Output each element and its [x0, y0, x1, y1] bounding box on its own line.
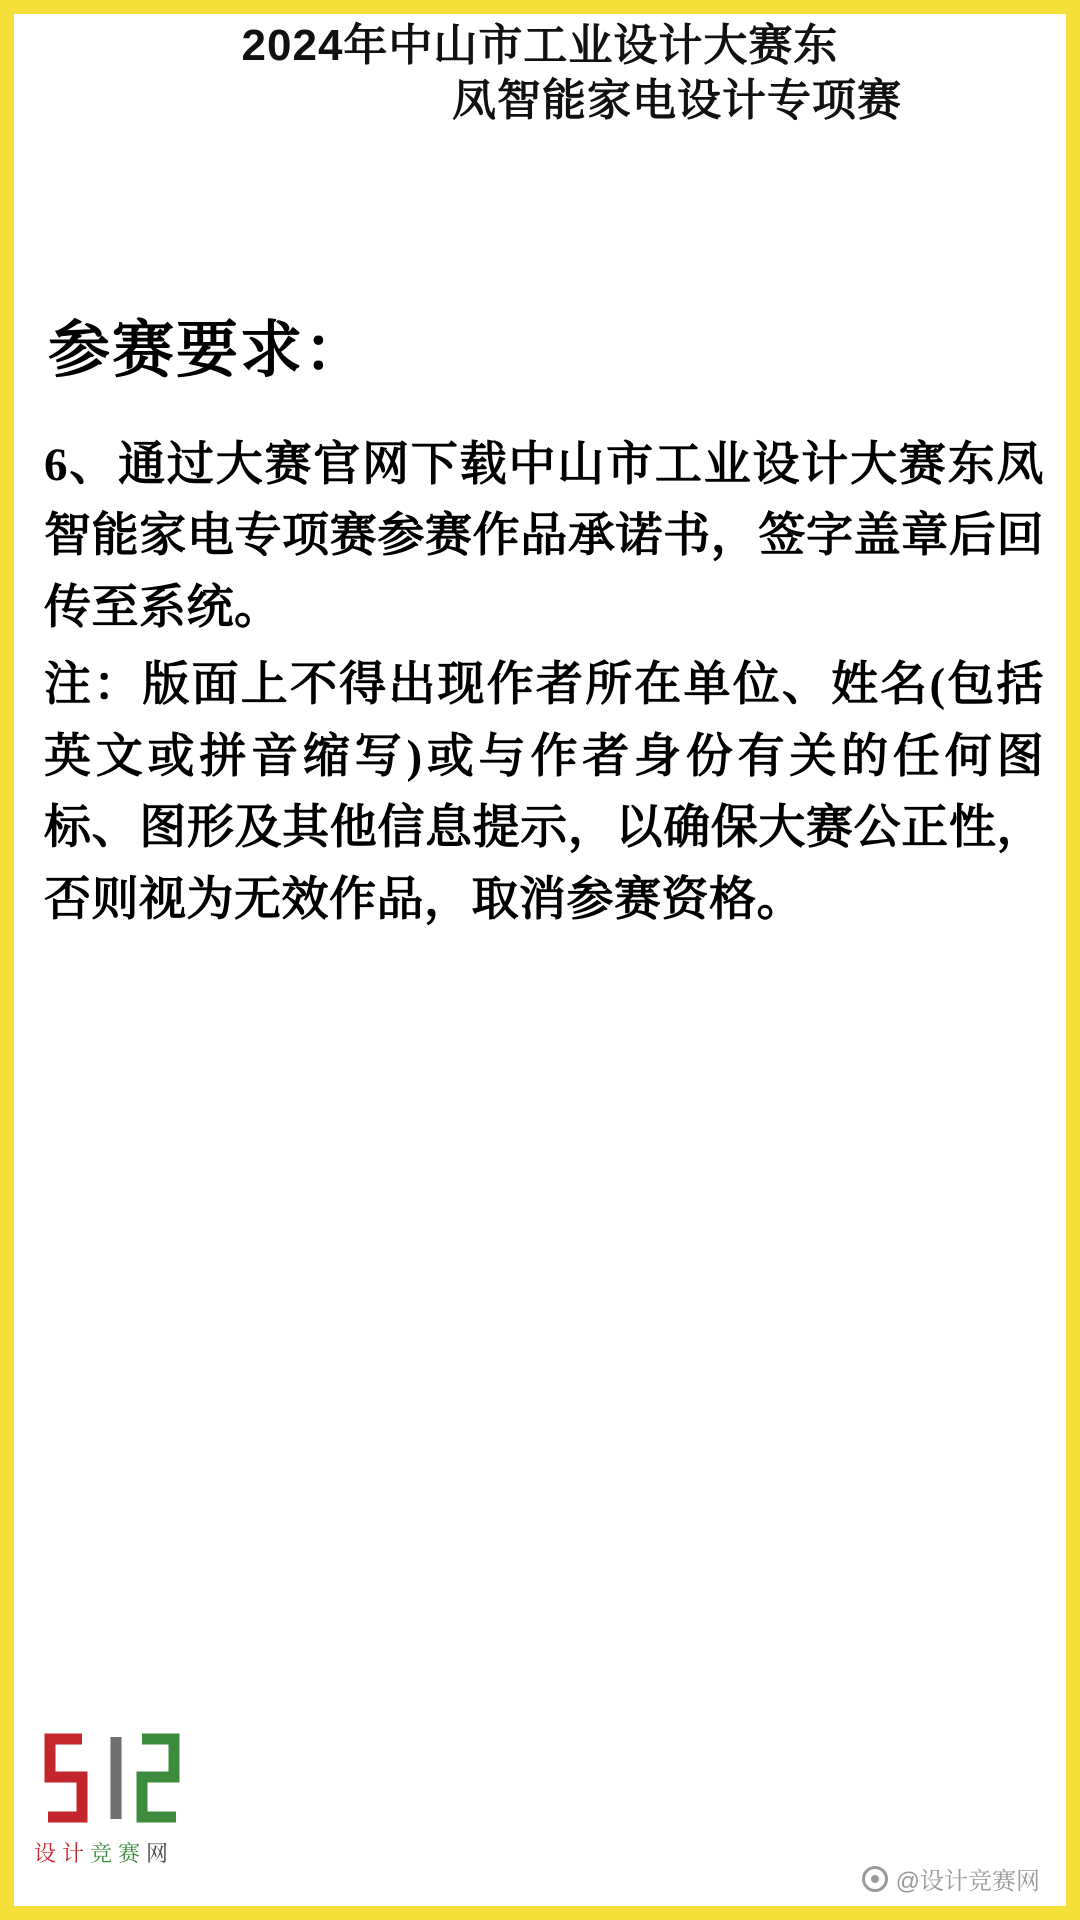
- logo-caption-part-2: 竞赛: [90, 1841, 147, 1866]
- watermark-text: @设计竞赛网: [895, 1868, 1040, 1895]
- site-logo: [34, 1727, 224, 1868]
- logo-mark-icon: [34, 1727, 204, 1831]
- logo-caption-part-1: 设计: [34, 1841, 91, 1866]
- poster-frame-inner: [14, 14, 1066, 1906]
- weibo-watermark: [862, 1861, 1040, 1896]
- weibo-eye-icon: [862, 1866, 888, 1892]
- paragraph-requirement-6: 6、通过大赛官网下载中山市工业设计大赛东凤智能家电专项赛参赛作品承诺书，签字盖章后回传至系统。: [44, 439, 1044, 634]
- logo-caption-part-3: 网: [146, 1841, 175, 1866]
- paragraph-note: 注：版面上不得出现作者所在单位、姓名(包括英文或拼音缩写)或与作者身份有关的任何图标、图形及其他信息提示，以确保大赛公正性，否则视为无效作品，取消参赛资格。: [44, 659, 1044, 926]
- section-heading: 参赛要求：: [48, 316, 369, 385]
- poster-title: [0, 18, 1080, 128]
- title-line-2: 凤智能家电设计专项赛: [452, 76, 902, 125]
- logo-caption: [34, 1837, 224, 1868]
- title-line-1: 2024年中山市工业设计大赛东: [241, 21, 839, 70]
- body-text: [44, 430, 1044, 942]
